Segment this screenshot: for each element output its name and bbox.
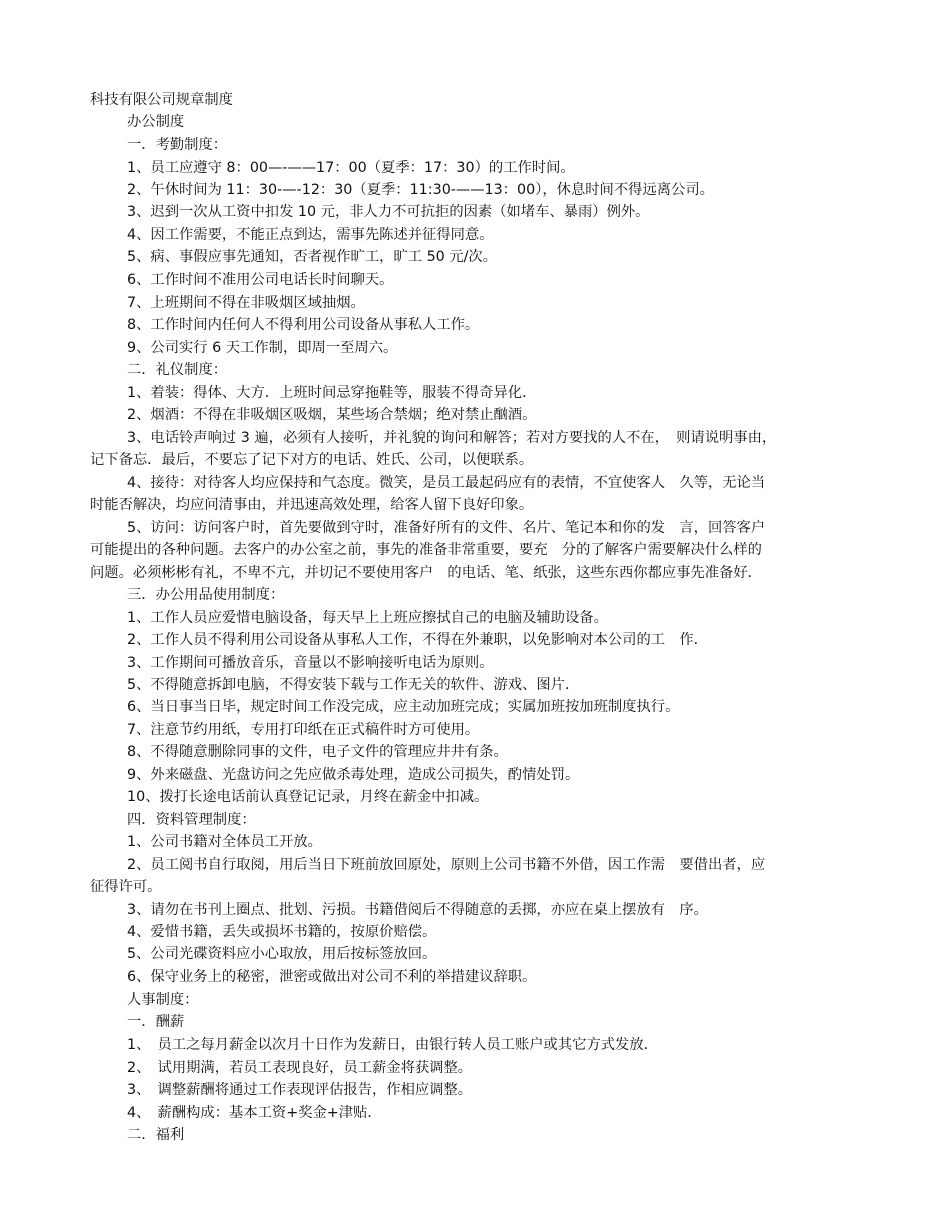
paragraph-line: 3、电话铃声响过 3 遍，必须有人接听，并礼貌的询问和解答；若对方要找的人不在， 则请说明事由，: [127, 430, 777, 446]
paragraph-continuation: 记下备忘．最后，不要忘了记下对方的电话、姓氏、公司，以便联系。: [90, 452, 534, 468]
paragraph-line: 2、烟酒：不得在非吸烟区吸烟，某些场合禁烟；绝对禁止酗酒。: [127, 407, 537, 423]
paragraph-line: 6、当日事当日毕，规定时间工作没完成，应主动加班完成；实属加班按加班制度执行。: [127, 699, 680, 715]
subsection-heading: 一．酬薪: [127, 1014, 185, 1030]
paragraph-line: 3、请勿在书刊上圈点、批划、污损。书籍借阅后不得随意的丢掷，亦应在桌上摆放有 序。: [127, 902, 708, 918]
paragraph-line: 9、公司实行 6 天工作制，即周一至周六。: [127, 340, 398, 356]
section-heading: 人事制度：: [127, 992, 199, 1008]
paragraph-line: 3、 调整薪酬将通过工作表现评估报告，作相应调整。: [127, 1082, 473, 1098]
paragraph-line: 4、接待：对待客人均应保持和气态度。微笑，是员工最起码应有的表情，不宜使客人 久等，无论当: [127, 475, 766, 491]
paragraph-line: 9、外来磁盘、光盘访问之先应做杀毒处理，造成公司损失，酌情处罚。: [127, 767, 580, 783]
paragraph-line: 3、工作期间可播放音乐，音量以不影响接听电话为原则。: [127, 655, 494, 671]
paragraph-line: 2、员工阅书自行取阅，用后当日下班前放回原处，原则上公司书籍不外借，因工作需 要借出者，应: [127, 857, 766, 873]
paragraph-line: 4、爱惜书籍，丢失或损坏书籍的，按原价赔偿。: [127, 924, 437, 940]
paragraph-continuation: 问题。必须彬彬有礼，不卑不亢，并切记不要使用客户 的电话、笔、纸张，这些东西你都应事先准备好．: [90, 565, 762, 581]
subsection-heading: 二．礼仪制度：: [127, 362, 228, 378]
paragraph-line: 7、注意节约用纸，专用打印纸在正式稿件时方可使用。: [127, 722, 480, 738]
subsection-heading: 一．考勤制度：: [127, 137, 228, 153]
paragraph-line: 8、工作时间内任何人不得利用公司设备从事私人工作。: [127, 317, 480, 333]
paragraph-line: 1、公司书籍对全体员工开放。: [127, 834, 322, 850]
paragraph-line: 7、上班期间不得在非吸烟区域抽烟。: [127, 295, 365, 311]
paragraph-line: 2、 试用期满，若员工表现良好，员工薪金将获调整。: [127, 1060, 473, 1076]
paragraph-line: 2、工作人员不得利用公司设备从事私人工作，不得在外兼职，以免影响对本公司的工 作．: [127, 632, 708, 648]
subsection-heading: 二．福利: [127, 1127, 185, 1143]
paragraph-line: 6、保守业务上的秘密，泄密或做出对公司不利的举措建议辞职。: [127, 969, 537, 985]
paragraph-line: 8、不得随意删除同事的文件，电子文件的管理应井井有条。: [127, 744, 508, 760]
paragraph-continuation: 征得许可。: [90, 879, 162, 895]
paragraph-line: 3、迟到一次从工资中扣发 10 元，非人力不可抗拒的因素（如堵车、暴雨）例外。: [127, 204, 650, 220]
paragraph-continuation: 可能提出的各种问题。去客户的办公室之前，事先的准备非常重要，要充 分的了解客户需要解决什么样的: [90, 542, 762, 558]
paragraph-line: 6、工作时间不准用公司电话长时间聊天。: [127, 272, 394, 288]
paragraph-line: 4、因工作需要，不能正点到达，需事先陈述并征得同意。: [127, 227, 494, 243]
paragraph-line: 1、 员工之每月薪金以次月十日作为发薪日，由银行转人员工账户或其它方式发放．: [127, 1037, 658, 1053]
paragraph-line: 5、访问：访问客户时，首先要做到守时，准备好所有的文件、名片、笔记本和你的发 言，回答客户: [127, 520, 766, 536]
paragraph-line: 5、病、事假应事先通知，否者视作旷工，旷工 50 元/次。: [127, 249, 498, 265]
subsection-heading: 三．办公用品使用制度：: [127, 587, 285, 603]
paragraph-line: 1、工作人员应爱惜电脑设备，每天早上上班应擦拭自己的电脑及辅助设备。: [127, 610, 608, 626]
subsection-heading: 四．资料管理制度：: [127, 812, 256, 828]
paragraph-line: 10、拨打长途电话前认真登记记录，月终在薪金中扣减。: [127, 789, 489, 805]
paragraph-line: 5、公司光碟资料应小心取放，用后按标签放回。: [127, 946, 437, 962]
paragraph-line: 2、午休时间为 11：30-—-12：30（夏季：11:30-——13：00），休息时间不得远离公司。: [127, 182, 714, 198]
paragraph-line: 1、员工应遵守 8：00—-——17：00（夏季：17：30）的工作时间。: [127, 160, 575, 176]
paragraph-line: 4、 薪酬构成：基本工资+奖金+津贴．: [127, 1105, 382, 1121]
paragraph-line: 1、着装：得体、大方．上班时间忌穿拖鞋等，服装不得奇异化．: [127, 385, 537, 401]
paragraph-continuation: 时能否解决，均应问清事由，并迅速高效处理，给客人留下良好印象。: [90, 497, 534, 513]
section-heading: 办公制度: [127, 114, 185, 130]
document-title: 科技有限公司规章制度: [90, 92, 233, 108]
paragraph-line: 5、不得随意拆卸电脑，不得安装下载与工作无关的软件、游戏、图片．: [127, 677, 580, 693]
